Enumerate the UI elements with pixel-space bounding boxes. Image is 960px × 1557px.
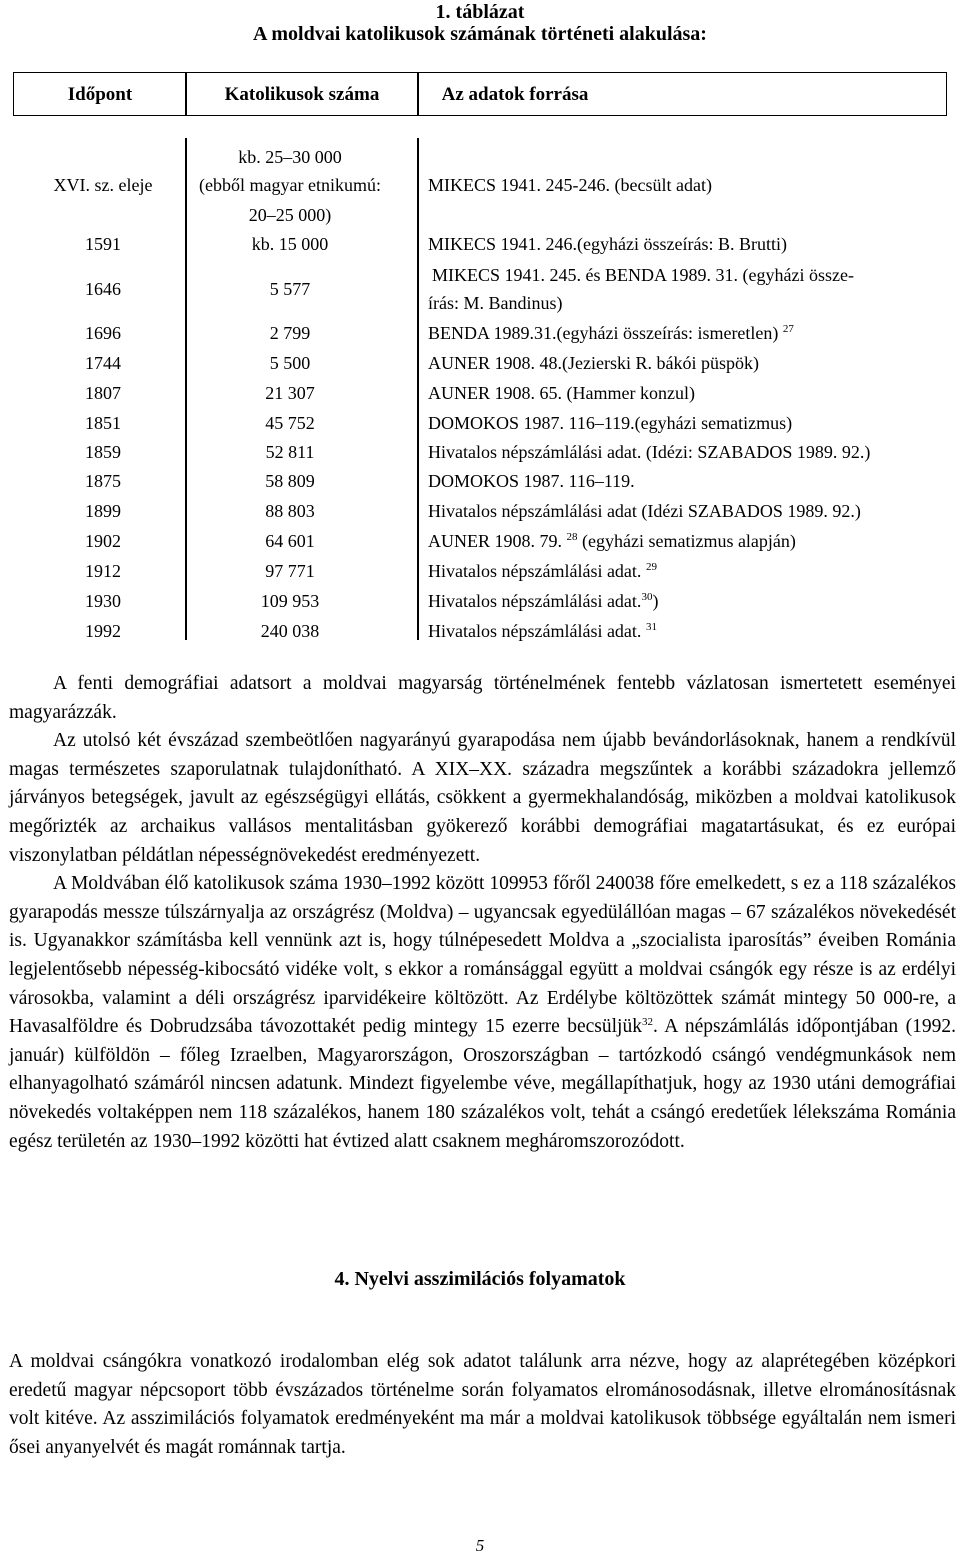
row-11-count: 64 601 (265, 531, 315, 551)
paragraph-2: Az utolsó két évszázad szembeötlően nagyarányú gyarapodása nem újabb bevándorlásoknak, hanem a rendkívül magas természetes szaporulatnak tulajdonítható. A XIX–XX. századra megszűntek a korábbi századokra jellemző járványos betegségek, javult az egészségügyi ellátás, csökkent a gyermekhalandóság, miközben a moldvai katolikusok megőrizték az archaikus vallásos mentalitásban gyökerező korábbi demográfiai magatartásukat, és ez európai viszonylatban példátlan népességnövekedést eredményezett. (9, 730, 956, 866)
row-6-date: 1807 (85, 383, 121, 403)
footnote-28: 28 (566, 531, 578, 543)
page-number: 5 (475, 1536, 485, 1555)
header-count: Katolikusok száma (224, 84, 380, 105)
row-2-date: 1591 (85, 234, 121, 254)
row-11-source: AUNER 1908. 79. $^{28}$ (egyházi sematizmus alapján) (428, 531, 796, 551)
row-1-source: MIKECS 1941. 245-246. (becsült adat) (428, 175, 712, 195)
row-6-source: AUNER 1908. 65. (Hammer konzul) (428, 383, 695, 403)
header-divider-2 (417, 72, 419, 116)
row-14-date: 1992 (85, 621, 121, 641)
row-2-source: MIKECS 1941. 246.(egyházi összeírás: B. Brutti) (428, 234, 787, 254)
row-9-count: 58 809 (265, 471, 315, 491)
row-7-source: DOMOKOS 1987. 116–119.(egyházi sematizmus) (428, 413, 793, 433)
column-divider-2 (417, 138, 419, 640)
row-9-source: DOMOKOS 1987. 116–119. (428, 471, 635, 491)
row-5-source: AUNER 1908. 48.(Jezierski R. bákói püspök) (428, 353, 759, 373)
row-4-source: BENDA 1989.31.(egyházi összeírás: ismeretlen) $^{27}$ (428, 323, 794, 343)
row-12-count: 97 771 (265, 561, 315, 581)
row-3-source-line-2: írás: M. Bandinus) (428, 293, 563, 313)
paragraph-3: A Moldvában élő katolikusok száma 1930–1992 között 109953 főről 240038 főre emelkedett, s ez a 118 százalékos gyarapodás messze túlszárnyalja az országrész (Moldva) – ugyancsak egyedülállóan magas – 67 százalékos növekedését is. Ugyanakkor számításba kell vennünk azt is, hogy túlnépesedett Moldva a „szocialista iparosítás” éveiben Románia legjelentősebb népesség-kibocsátó vidéke volt, s ekkor a románsággal együtt a moldvai csángók egy része is az erdélyi városokba, valamint a déli országrész iparvidékeire költözött. Az Erdélybe költözöttek számát mintegy 50 000-re, a Havasalföldre és Dobrudzsába távozottakét pedig mintegy 15 ezerre becsüljük$^{32}$. A népszámlálás időpontjában (1992. január) külföldön – főleg Izraelben, Magyarországon, Oroszországban – tartózkodó csángó vendégmunkások nem elhanyagolható számáról nincsen adatunk. Mindezt figyelembe véve, megállapíthatjuk, hogy az 1930 utáni demográfiai növekedés voltaképpen nem 118 százalékos, hanem 180 százalékos volt, tehát a csángó eredetűek lélekszáma Románia egész területén az 1930–1992 közötti hat évtized alatt csaknem megháromszorozódott. (9, 873, 956, 1152)
row-10-count: 88 803 (265, 501, 315, 521)
row-13-source: Hivatalos népszámlálási adat.$^{30}$) (428, 591, 659, 611)
header-source: Az adatok forrása (441, 84, 589, 105)
row-4-date: 1696 (85, 323, 121, 343)
table-title: A moldvai katolikusok számának történeti alakulása: (253, 23, 707, 45)
row-1-count-line-1: kb. 25–30 000 (238, 147, 342, 167)
row-7-count: 45 752 (265, 413, 315, 433)
row-3-source-line-1: MIKECS 1941. 245. és BENDA 1989. 31. (egyházi össze- (432, 265, 854, 285)
row-4-count: 2 799 (269, 323, 311, 343)
row-14-source: Hivatalos népszámlálási adat. $^{31}$ (428, 621, 657, 641)
paragraph-4: A moldvai csángókra vonatkozó irodalomban elég sok adatot találunk arra nézve, hogy az alaprétegében középkori eredetű magyar népcsoport több évszázados történelme során folyamatos elrománosodásnak, illetve elrománosításnak volt kitéve. Az asszimilációs folyamatok eredményeként ma már a moldvai katolikusok többsége egyáltalán nem ismeri ősei anyanyelvét és magát románnak tartja. (9, 1351, 956, 1458)
header-divider-1 (185, 72, 187, 116)
row-1-count-line-3: 20–25 000) (248, 205, 332, 225)
footnote-32: 32 (641, 1016, 653, 1029)
body-text (9, 670, 956, 1156)
row-11-date: 1902 (85, 531, 121, 551)
footnote-29: 29 (645, 561, 657, 573)
row-10-date: 1899 (85, 501, 121, 521)
paragraph-1: A fenti demográfiai adatsort a moldvai magyarság történelmének fentebb vázlatosan ismertetett eseményei magyarázzák. (9, 673, 956, 723)
row-9-date: 1875 (85, 471, 121, 491)
row-8-date: 1859 (85, 442, 121, 462)
footnote-27: 27 (782, 323, 794, 335)
row-3-date: 1646 (85, 279, 121, 299)
row-13-count: 109 953 (260, 591, 320, 611)
header-date: Időpont (67, 84, 133, 105)
body-text-2 (9, 1348, 956, 1462)
row-13-date: 1930 (85, 591, 121, 611)
row-12-date: 1912 (85, 561, 121, 581)
section-title: 4. Nyelvi asszimilációs folyamatok (334, 1268, 626, 1290)
footnote-31: 31 (645, 621, 657, 633)
footnote-30: 30 (641, 591, 653, 603)
row-5-count: 5 500 (269, 353, 311, 373)
row-1-count-line-2: (ebből magyar etnikumú: (199, 175, 381, 195)
row-8-source: Hivatalos népszámlálási adat. (Idézi: SZABADOS 1989. 92.) (428, 442, 871, 462)
row-10-source: Hivatalos népszámlálási adat (Idézi SZABADOS 1989. 92.) (428, 501, 861, 521)
row-5-date: 1744 (85, 353, 121, 373)
row-3-count: 5 577 (269, 279, 311, 299)
row-2-count: kb. 15 000 (251, 234, 329, 254)
row-14-count: 240 038 (260, 621, 320, 641)
table-number: 1. táblázat (435, 1, 525, 23)
row-6-count: 21 307 (265, 383, 315, 403)
row-12-source: Hivatalos népszámlálási adat. $^{29}$ (428, 561, 657, 581)
row-1-date: XVI. sz. eleje (53, 175, 153, 195)
row-7-date: 1851 (85, 413, 121, 433)
row-8-count: 52 811 (265, 442, 315, 462)
